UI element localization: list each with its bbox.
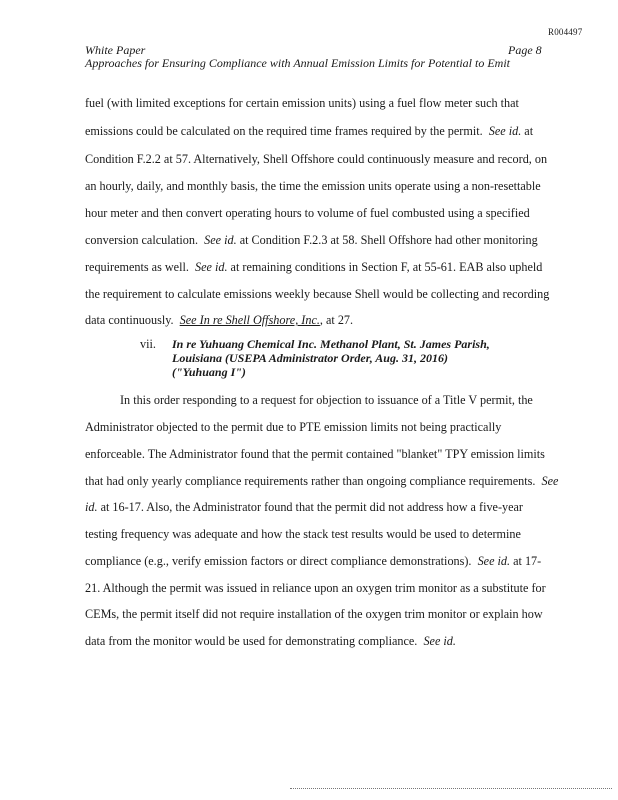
line-text: at 17- bbox=[513, 554, 542, 568]
case-title-line: In re Yuhuang Chemical Inc. Methanol Plant, St. James Parish, bbox=[172, 337, 490, 351]
line-text: , at 27. bbox=[319, 313, 354, 327]
line-text: at Condition F.2.3 at 58. Shell Offshore had other monitoring bbox=[239, 233, 538, 247]
paragraph-line bbox=[120, 393, 533, 408]
line-text: conversion calculation. bbox=[85, 233, 199, 247]
citation: See id. bbox=[477, 554, 511, 568]
citation: See bbox=[541, 474, 559, 488]
paragraph-line bbox=[85, 179, 541, 194]
paragraph-line bbox=[85, 420, 501, 435]
citation: See id. bbox=[423, 634, 456, 648]
case-citation: See In re Shell Offshore, Inc. bbox=[179, 313, 320, 327]
line-text: 21. Although the permit was issued in reliance upon an oxygen trim monitor as a substitute for bbox=[85, 581, 546, 595]
paragraph-line bbox=[85, 96, 519, 111]
case-title-line: ("Yuhuang I") bbox=[172, 365, 246, 379]
paragraph-line bbox=[85, 554, 541, 569]
line-text: compliance (e.g., verify emission factors or direct compliance demonstrations). bbox=[85, 554, 472, 568]
paragraph-line bbox=[85, 233, 538, 248]
paragraph-line bbox=[85, 581, 546, 596]
header-subtitle: Approaches for Ensuring Compliance with Annual Emission Limits for Potential to Emit bbox=[85, 56, 511, 70]
line-text: hour meter and then convert operating hours to volume of fuel combusted using a specified bbox=[85, 206, 530, 220]
line-text: requirements as well. bbox=[85, 260, 189, 274]
citation: See id. bbox=[195, 260, 228, 274]
item-number: vii. bbox=[140, 337, 156, 351]
line-text: that had only yearly compliance requirements rather than ongoing compliance requirements. bbox=[85, 474, 536, 488]
paragraph-line bbox=[85, 474, 558, 489]
citation: id. bbox=[85, 500, 98, 514]
citation: See id. bbox=[488, 124, 522, 138]
document-id: R004497 bbox=[548, 27, 583, 37]
paragraph-line bbox=[85, 447, 545, 462]
line-text: an hourly, daily, and monthly basis, the time the emission units operate using a non-resettable bbox=[85, 179, 541, 193]
line-text: data continuously. bbox=[85, 313, 174, 327]
line-text: at bbox=[524, 124, 534, 138]
page-number: Page 8 bbox=[508, 43, 542, 57]
line-text: In this order responding to a request for objection to issuance of a Title V permit, the bbox=[120, 393, 533, 407]
paragraph-line bbox=[85, 152, 547, 167]
line-text: Administrator objected to the permit due to PTE emission limits not being practically bbox=[85, 420, 502, 434]
line-text: enforceable. The Administrator found that the permit contained "blanket" TPY emission limits bbox=[85, 447, 545, 461]
paragraph-line bbox=[85, 206, 530, 221]
paragraph-line bbox=[85, 634, 456, 649]
paragraph-line bbox=[85, 500, 523, 515]
paragraph-line bbox=[85, 260, 542, 275]
footer-divider bbox=[290, 788, 612, 789]
line-text: fuel (with limited exceptions for certain emission units) using a fuel flow meter such that bbox=[85, 96, 519, 110]
paragraph-line bbox=[85, 527, 521, 542]
citation: See id. bbox=[204, 233, 237, 247]
line-text: testing frequency was adequate and how the stack test results would be used to determine bbox=[85, 527, 521, 541]
line-text: emissions could be calculated on the required time frames required by the permit. bbox=[85, 124, 483, 138]
paragraph-line bbox=[85, 313, 353, 328]
case-title-line: Louisiana (USEPA Administrator Order, Aug. 31, 2016) bbox=[172, 351, 448, 365]
line-text: at 16-17. Also, the Administrator found that the permit did not address how a five-year bbox=[100, 500, 523, 514]
paragraph-line bbox=[85, 287, 549, 302]
paragraph-line bbox=[85, 124, 533, 139]
header-title: White Paper bbox=[85, 43, 146, 57]
paragraph-line bbox=[85, 607, 543, 622]
line-text: the requirement to calculate emissions weekly because Shell would be collecting and recording bbox=[85, 287, 550, 301]
line-text: Condition F.2.2 at 57. Alternatively, Shell Offshore could continuously measure and record, on bbox=[85, 152, 548, 166]
line-text: data from the monitor would be used for demonstrating compliance. bbox=[85, 634, 418, 648]
line-text: at remaining conditions in Section F, at 55-61. EAB also upheld bbox=[230, 260, 543, 274]
line-text: CEMs, the permit itself did not require installation of the oxygen trim monitor or explain how bbox=[85, 607, 543, 621]
